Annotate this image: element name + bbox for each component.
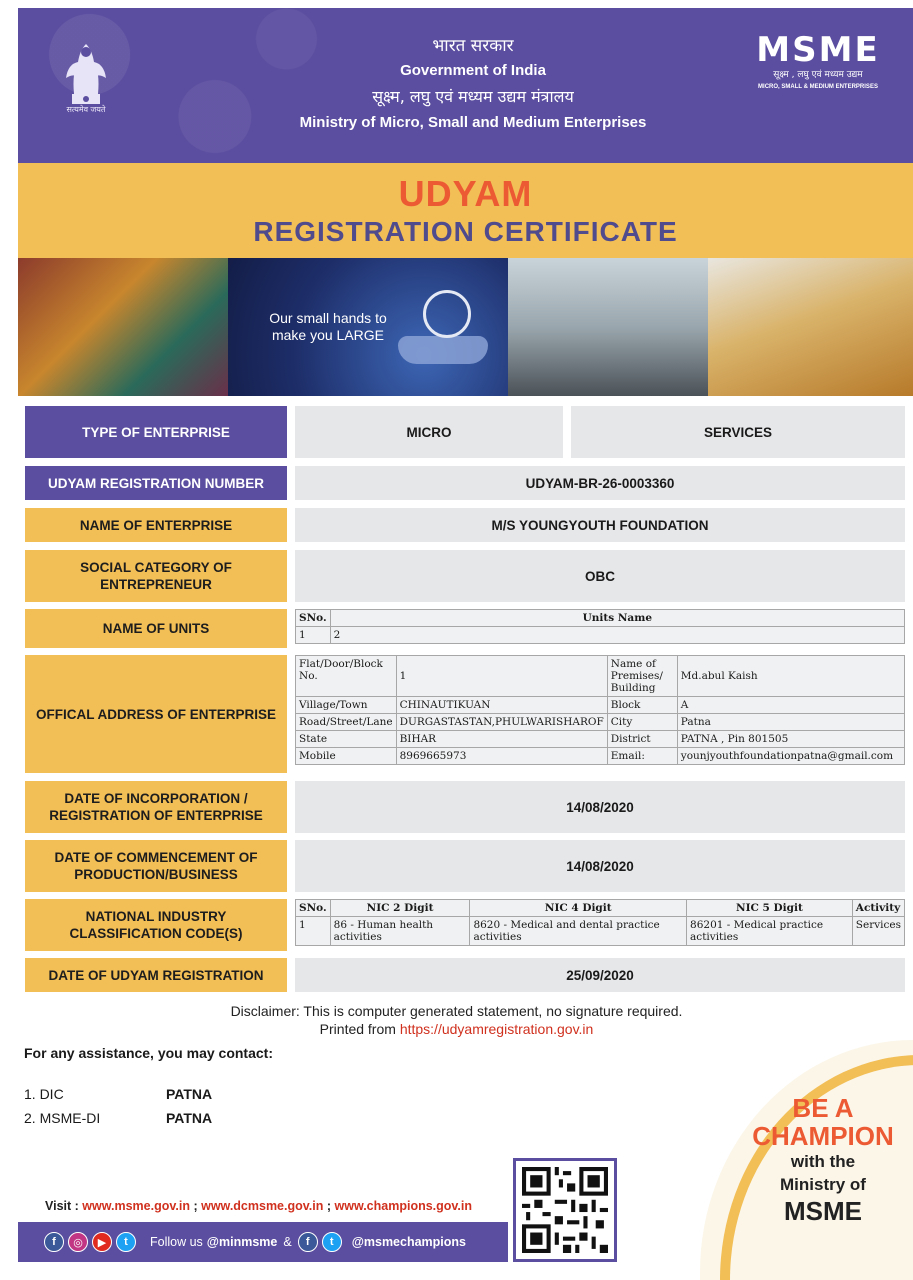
link-msme[interactable]: www.msme.gov.in — [82, 1199, 190, 1213]
contact-item — [24, 1086, 212, 1102]
addr-key: Block — [607, 697, 677, 714]
label-commencement-date: DATE OF COMMENCEMENT OF PRODUCTION/BUSINESS — [25, 840, 287, 892]
follow-label: Follow us — [150, 1235, 203, 1249]
twitter-icon[interactable]: t — [322, 1232, 342, 1252]
label-social-category: SOCIAL CATEGORY OF ENTREPRENEUR — [25, 550, 287, 602]
contact-key: 1. DIC — [24, 1086, 64, 1102]
government-header — [18, 8, 913, 163]
units-table-wrap — [295, 609, 905, 648]
champion-line3: with the — [790, 1152, 856, 1171]
nic-header-4digit: NIC 4 Digit — [470, 900, 687, 917]
msme-logo-hindi: सूक्ष्म , लघु एवं मध्यम उद्यम — [773, 70, 863, 80]
nic-cell-5digit: 86201 - Medical practice activities — [687, 917, 853, 946]
photo-banner — [18, 258, 913, 396]
nic-table-wrap — [295, 899, 905, 951]
value-incorporation-date: 14/08/2020 — [295, 781, 905, 833]
addr-value: Md.abul Kaish — [677, 656, 904, 697]
nic-cell-4digit: 8620 - Medical and dental practice activities — [470, 917, 687, 946]
units-table — [295, 609, 905, 644]
addr-value: 1 — [396, 656, 607, 697]
contact-key: 2. MSME-DI — [24, 1110, 101, 1126]
addr-value: BIHAR — [396, 731, 607, 748]
printed-from-label: Printed from — [319, 1021, 396, 1037]
address-table-wrap — [295, 655, 905, 773]
addr-key: Road/Street/Lane — [296, 714, 397, 731]
header-hindi-ministry: सूक्ष्म, लघु एवं मध्यम उद्यम मंत्रालय — [372, 87, 574, 106]
champion-badge — [738, 1094, 908, 1226]
link-dcmsme[interactable]: www.dcmsme.gov.in — [201, 1199, 324, 1213]
assistance-heading: For any assistance, you may contact: — [24, 1045, 273, 1061]
header-govt-en: Government of India — [400, 62, 546, 79]
addr-key: State — [296, 731, 397, 748]
row-social-category — [25, 550, 905, 602]
addr-value: A — [677, 697, 904, 714]
addr-value: 8969665973 — [396, 748, 607, 765]
nic-table — [295, 899, 905, 946]
addr-value: DURGASTASTAN,PHULWARISHAROF — [396, 714, 607, 731]
qr-code-icon — [522, 1167, 608, 1253]
label-nic-codes: NATIONAL INDUSTRY CLASSIFICATION CODE(S) — [25, 899, 287, 951]
banner-office-image — [508, 258, 708, 396]
champion-line1: BE A — [792, 1093, 854, 1123]
nic-cell-activity: Services — [852, 917, 904, 946]
twitter-icon[interactable]: t — [116, 1232, 136, 1252]
value-name-of-enterprise: M/S YOUNGYOUTH FOUNDATION — [295, 508, 905, 542]
instagram-icon[interactable]: ◎ — [68, 1232, 88, 1252]
row-name-of-units — [25, 609, 905, 648]
qr-code — [513, 1158, 617, 1262]
addr-value: Patna — [677, 714, 904, 731]
value-enterprise-activity: SERVICES — [571, 406, 905, 458]
title-udyam: UDYAM — [398, 173, 533, 214]
addr-value: CHINAUTIKUAN — [396, 697, 607, 714]
champion-line4: Ministry of — [780, 1175, 866, 1194]
row-commencement-date — [25, 840, 905, 892]
nic-header-5digit: NIC 5 Digit — [687, 900, 853, 917]
addr-value-email: younjyouthfoundationpatna@gmail.com — [677, 748, 904, 765]
label-registration-number: UDYAM REGISTRATION NUMBER — [25, 466, 287, 500]
addr-key: Village/Town — [296, 697, 397, 714]
header-text — [238, 34, 708, 136]
handle-minmsme[interactable]: @minmsme — [206, 1235, 278, 1249]
addr-key: Email: — [607, 748, 677, 765]
social-follow-bar — [18, 1222, 508, 1262]
banner-slogan: Our small hands to make you LARGE — [269, 310, 387, 343]
banner-farm-image — [708, 258, 913, 396]
contact-item — [24, 1110, 212, 1126]
nic-cell-sno: 1 — [296, 917, 331, 946]
facebook-icon[interactable]: f — [44, 1232, 64, 1252]
units-cell-sno: 1 — [296, 627, 331, 644]
msme-logo — [748, 32, 888, 92]
addr-key: District — [607, 731, 677, 748]
emblem-motto: सत्यमेव जयते — [66, 105, 106, 114]
value-commencement-date: 14/08/2020 — [295, 840, 905, 892]
row-address — [25, 655, 905, 773]
visit-label: Visit : — [45, 1199, 79, 1213]
banner-artisan-image — [18, 258, 228, 396]
label-address: OFFICAL ADDRESS OF ENTERPRISE — [25, 655, 287, 773]
row-type-of-enterprise — [25, 406, 905, 458]
certificate-title — [18, 163, 913, 258]
chakra-wheel-icon — [423, 290, 471, 338]
addr-key: Mobile — [296, 748, 397, 765]
printed-from-link[interactable]: https://udyamregistration.gov.in — [399, 1021, 594, 1037]
label-type-of-enterprise: TYPE OF ENTERPRISE — [25, 406, 287, 458]
addr-key: Flat/Door/Block No. — [296, 656, 397, 697]
contact-value: PATNA — [166, 1110, 213, 1126]
youtube-icon[interactable]: ▶ — [92, 1232, 112, 1252]
row-name-of-enterprise — [25, 508, 905, 542]
row-nic-codes — [25, 899, 905, 951]
champion-line5: MSME — [784, 1196, 862, 1226]
nic-header-2digit: NIC 2 Digit — [330, 900, 470, 917]
visit-line — [45, 1199, 472, 1213]
addr-key: Name of Premises/ Building — [607, 656, 677, 697]
value-social-category: OBC — [295, 550, 905, 602]
nic-header-sno: SNo. — [296, 900, 331, 917]
hand-icon — [398, 336, 488, 364]
value-enterprise-size: MICRO — [295, 406, 563, 458]
printed-from — [0, 1020, 913, 1038]
address-table — [295, 655, 905, 765]
title-registration-certificate: REGISTRATION CERTIFICATE — [253, 216, 678, 247]
row-registration-number — [25, 466, 905, 500]
disclaimer-text: Disclaimer: This is computer generated statement, no signature required. — [230, 1003, 683, 1019]
link-champions[interactable]: www.champions.gov.in — [334, 1199, 473, 1213]
handle-msmechampions[interactable]: @msmechampions — [351, 1235, 466, 1249]
units-header-sno: SNo. — [296, 610, 331, 627]
addr-key: City — [607, 714, 677, 731]
nic-cell-2digit: 86 - Human health activities — [330, 917, 470, 946]
msme-logo-mark: MSME — [756, 30, 880, 70]
separator: ; — [193, 1199, 198, 1213]
row-incorporation-date — [25, 781, 905, 833]
ampersand: & — [283, 1235, 292, 1249]
contact-value: PATNA — [166, 1086, 213, 1102]
disclaimer — [0, 1002, 913, 1038]
label-udyam-registration-date: DATE OF UDYAM REGISTRATION — [25, 958, 287, 992]
facebook-icon[interactable]: f — [298, 1232, 318, 1252]
header-hindi-govt: भारत सरकार — [432, 36, 514, 56]
label-name-of-enterprise: NAME OF ENTERPRISE — [25, 508, 287, 542]
value-udyam-registration-date: 25/09/2020 — [295, 958, 905, 992]
row-udyam-registration-date — [25, 958, 905, 992]
champion-line2: CHAMPION — [752, 1121, 894, 1151]
units-header-name: Units Name — [330, 610, 904, 627]
units-cell-name: 2 — [330, 627, 904, 644]
header-ministry-en: Ministry of Micro, Small and Medium Enterprises — [299, 114, 647, 131]
label-incorporation-date: DATE OF INCORPORATION / REGISTRATION OF ENTERPRISE — [25, 781, 287, 833]
label-name-of-units: NAME OF UNITS — [25, 609, 287, 648]
nic-header-activity: Activity — [852, 900, 904, 917]
msme-logo-en: MICRO, SMALL & MEDIUM ENTERPRISES — [758, 84, 878, 90]
addr-value: PATNA , Pin 801505 — [677, 731, 904, 748]
separator: ; — [326, 1199, 332, 1213]
value-registration-number: UDYAM-BR-26-0003360 — [295, 466, 905, 500]
